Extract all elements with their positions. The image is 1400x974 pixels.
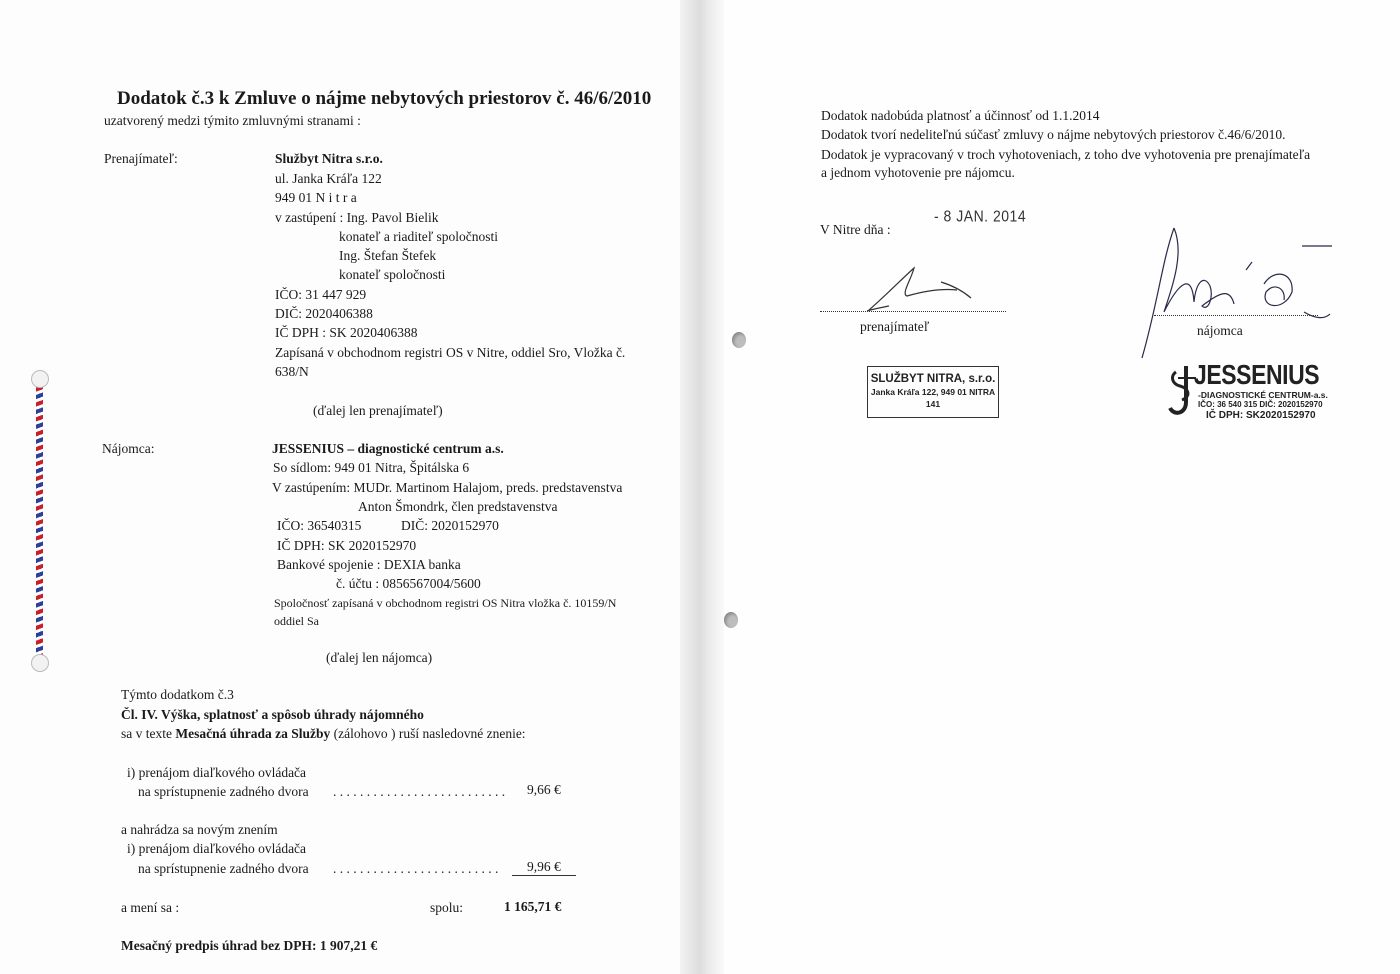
landlord-stamp-line1: SLUŽBYT NITRA, s.r.o. (870, 373, 996, 385)
left-page (0, 0, 680, 974)
new-item-dots: . . . . . . . . . . . . . . . . . . . . . . . . . (333, 861, 499, 876)
tenant-register-line1: Spoločnosť zapísaná v obchodnom registri OS Nitra vložka č. 10159/N (274, 596, 617, 610)
tenant-account: č. účtu : 0856567004/5600 (336, 576, 481, 591)
tenant-signature (1134, 222, 1334, 362)
tenant-signature-line (1154, 315, 1318, 316)
addendum-intro: Týmto dodatkom č.3 (121, 687, 234, 702)
landlord-rep2-role: konateľ spoločnosti (339, 267, 446, 282)
punch-hole-top (732, 332, 746, 348)
tenant-signature-label: nájomca (1197, 323, 1243, 338)
landlord-stamp (867, 366, 999, 418)
place-label: V Nitre dňa : (820, 222, 891, 237)
landlord-stamp-line2: Janka Kráľa 122, 949 01 NITRA (870, 387, 996, 397)
landlord-stamp-line3: 141 (925, 399, 941, 409)
right-page (724, 0, 1400, 974)
tenant-dic: DIČ: 2020152970 (401, 518, 499, 533)
old-item-line2: na sprístupnenie zadného dvora (138, 784, 309, 799)
landlord-signature (859, 262, 979, 314)
landlord-dic: DIČ: 2020406388 (275, 306, 373, 321)
landlord-city: 949 01 N i t r a (275, 190, 357, 205)
punch-hole-bottom (724, 612, 738, 628)
landlord-icdph: IČ DPH : SK 2020406388 (275, 325, 418, 340)
landlord-ico: IČO: 31 447 929 (275, 287, 367, 302)
total-value: 1 165,71 € (504, 899, 562, 914)
total-label: spolu: (430, 900, 464, 915)
change-sentence-bold: Mesačná úhrada za Služby (175, 726, 331, 741)
copies-line2: a jednom vyhotovenie pre nájomcu. (821, 165, 1015, 180)
landlord-rep2: Ing. Štefan Štefek (339, 248, 437, 263)
landlord-rep1-role: konateľ a riaditeľ spoločnosti (339, 229, 499, 244)
old-item-dots: . . . . . . . . . . . . . . . . . . . . . . . . . . (333, 784, 506, 799)
new-item-line2: na sprístupnenie zadného dvora (138, 861, 309, 876)
old-item-line1: i) prenájom diaľkového ovládača (127, 765, 307, 780)
cord-bead-bottom (31, 654, 49, 672)
replace-label: a nahrádza sa novým znením (121, 822, 278, 837)
tenant-seat: So sídlom: 949 01 Nitra, Špitálska 6 (273, 460, 470, 475)
landlord-alias: (ďalej len prenajímateľ) (313, 403, 443, 418)
document-subtitle: uzatvorený medzi týmito zmluvnými stranami : (104, 113, 361, 128)
tenant-alias: (ďalej len nájomca) (326, 650, 433, 665)
book-gutter (680, 0, 724, 974)
landlord-signature-label: prenajímateľ (860, 319, 930, 334)
old-item-value: 9,66 € (527, 782, 561, 797)
tenant-rep2: Anton Šmondrk, člen predstavenstva (358, 499, 558, 514)
document-title: Dodatok č.3 k Zmluve o nájme nebytových priestorov č. 46/6/2010 (117, 88, 652, 109)
monthly-summary: Mesačný predpis úhrad bez DPH: 1 907,21 € (121, 938, 378, 953)
landlord-role-label: Prenajímateľ: (104, 151, 178, 166)
change-sentence (121, 726, 526, 742)
landlord-name: Službyt Nitra s.r.o. (275, 151, 383, 166)
tenant-stamp-line3: IČ DPH: SK2020152970 (1206, 410, 1316, 421)
cord-bead-top (31, 370, 49, 388)
tenant-rep1: V zastúpením: MUDr. Martinom Halajom, preds. predstavenstva (272, 480, 623, 495)
landlord-street: ul. Janka Kráľa 122 (275, 171, 382, 186)
binding-cord (36, 380, 43, 662)
tenant-bank: Bankové spojenie : DEXIA banka (277, 557, 461, 572)
validity-line: Dodatok nadobúda platnosť a účinnosť od 1.1.2014 (821, 108, 1100, 123)
tenant-icdph: IČ DPH: SK 2020152970 (277, 538, 417, 553)
copies-line1: Dodatok je vypracovaný v troch vyhotoveniach, z toho dve vyhotovenia pre prenajímateľa (821, 147, 1311, 162)
date-stamp: - 8 JAN. 2014 (934, 207, 1027, 225)
new-item-value: 9,96 € (527, 859, 561, 874)
landlord-rep1: v zastúpení : Ing. Pavol Bielik (275, 210, 439, 225)
landlord-register-line2: 638/N (275, 364, 309, 379)
tenant-name: JESSENIUS – diagnostické centrum a.s. (272, 441, 504, 456)
landlord-register-line1: Zapísaná v obchodnom registri OS v Nitre, oddiel Sro, Vložka č. (275, 345, 626, 360)
tenant-role-label: Nájomca: (102, 441, 155, 456)
landlord-signature-line (820, 311, 1006, 312)
tenant-stamp-line1: -DIAGNOSTICKÉ CENTRUM-a.s. (1198, 390, 1328, 400)
article-heading: Čl. IV. Výška, splatnosť a spôsob úhrady nájomného (121, 707, 424, 722)
tenant-ico: IČO: 36540315 (277, 518, 362, 533)
new-item-line1: i) prenájom diaľkového ovládača (127, 841, 307, 856)
tenant-stamp-brand: JESSENIUS (1194, 359, 1320, 390)
tenant-stamp (1166, 360, 1336, 428)
change-sentence-pre: sa v texte (121, 726, 176, 741)
tenant-stamp-line2: IČO: 36 540 315 DIČ: 2020152970 (1198, 400, 1323, 409)
new-value-underline (512, 875, 576, 876)
change-sentence-post: (zálohovo ) ruší nasledovné znenie: (330, 726, 526, 741)
integral-part-line: Dodatok tvorí nedeliteľnú súčasť zmluvy o nájme nebytových priestorov č.46/6/2010. (821, 127, 1286, 142)
change-label: a mení sa : (121, 900, 180, 915)
tenant-register-line2: oddiel Sa (274, 614, 319, 628)
